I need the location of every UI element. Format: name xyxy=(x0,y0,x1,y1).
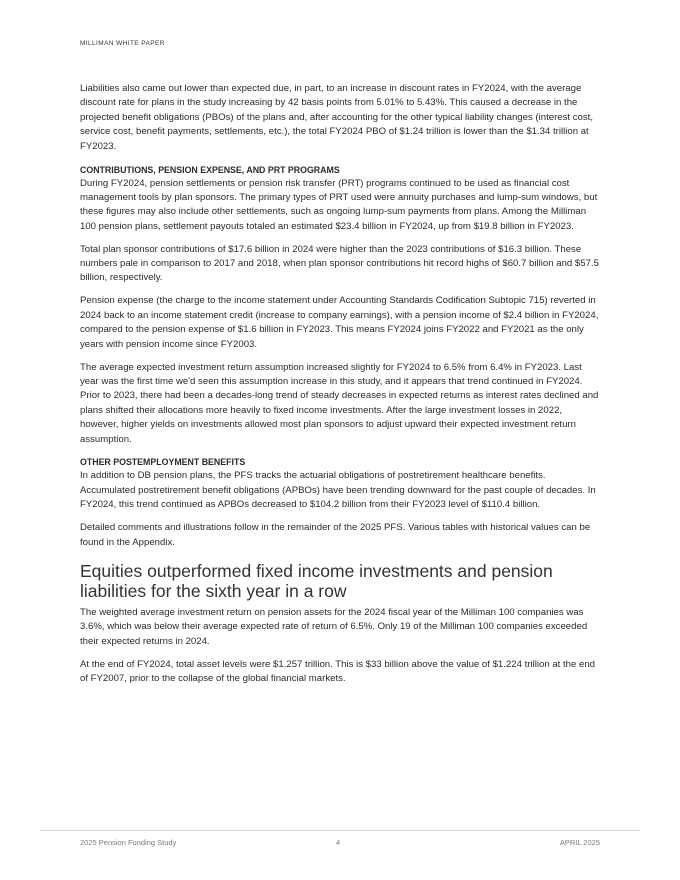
paragraph-prt-programs: During FY2024, pension settlements or pension risk transfer (PRT) programs continued to be used as financial cost management tools by plan sponsors. The primary types of PRT used were annuity purchases and lump-sum windows, but these figures may also include other settlements, such as ongoing lump-sum payments from plans. Among the Milliman 100 pension plans, settlement payouts totaled an estimated $23.4 billion in FY2024, up from $19.8 billion in FY2023. xyxy=(80,177,598,232)
heading-contributions: CONTRIBUTIONS, PENSION EXPENSE, AND PRT PROGRAMS xyxy=(80,164,340,175)
section-title: Equities outperformed fixed income investments and pension liabilities for the sixth year in a row xyxy=(80,560,553,602)
footer-date: APRIL 2025 xyxy=(559,838,600,847)
footer-divider xyxy=(40,830,640,831)
paragraph-detailed-comments: Detailed comments and illustrations follow in the remainder of the 2025 PFS. Various tables with historical values can be found in the Appendix. xyxy=(80,522,591,548)
paragraph-expected-return: The average expected investment return assumption increased slightly for FY2024 to 6.5% from 6.4% in FY2023. Last year was the first time we'd seen this assumption increase in this study, and it appears that trend continued in FY2024. Prior to 2023, there had been a decades-long trend of steady decreases in expected returns as interest rates declined and plans shifted their allocations more heavily to fixed income investments. After the large investment losses in 2022, however, higher yields on investments allowed most plan sponsors to adjust upward their expected investment return assumption. xyxy=(80,361,599,445)
heading-opeb: OTHER POSTEMPLOYMENT BENEFITS xyxy=(80,457,246,468)
page-number: 4 xyxy=(336,838,341,847)
paragraph-investment-return: The weighted average investment return on pension assets for the 2024 fiscal year of the Milliman 100 companies was 3.6%, which was below their average expected rate of return of 6.5%. Only 19 of the Milliman 100 companies exceeded their expected returns in 2024. xyxy=(80,606,588,647)
paragraph-contributions: Total plan sponsor contributions of $17.6 billion in 2024 were higher than the 2023 contributions of $16.3 billion. These numbers pale in comparison to 2017 and 2018, when plan sponsor contributions hit record highs of $60.7 billion and $57.5 billion, respectively. xyxy=(80,243,599,284)
footer-study-title: 2025 Pension Funding Study xyxy=(80,838,177,847)
paragraph-liabilities: Liabilities also came out lower than expected due, in part, to an increase in discount rates in FY2024, with the average discount rate for plans in the study increasing by 42 basis points from 5.01% to 5.43%. This caused a decrease in the projected benefit obligations (PBOs) of the plans and, after accounting for the other typical liability changes (interest cost, service cost, benefit payments, settlements, etc.), the total FY2024 PBO of $1.24 trillion is lower than the $1.34 trillion at FY2023. xyxy=(80,83,594,152)
running-head: MILLIMAN WHITE PAPER xyxy=(80,40,165,47)
paragraph-opeb: In addition to DB pension plans, the PFS tracks the actuarial obligations of postretirement healthcare benefits. Accumulated postretirement benefit obligations (APBOs) have been trending downward for the past couple of decades. In FY2024, this trend continued as APBOs decreased to $104.2 billion from their FY2023 level of $110.4 billion. xyxy=(80,470,596,511)
paragraph-asset-levels: At the end of FY2024, total asset levels were $1.257 trillion. This is $33 billion above the value of $1.224 trillion at the end of FY2007, prior to the collapse of the global financial markets. xyxy=(80,658,596,685)
document-body xyxy=(80,82,600,695)
paragraph-pension-expense: Pension expense (the charge to the income statement under Accounting Standards Codification Subtopic 715) reverted in 2024 back to an income statement credit (increase to company earnings), with a pension income of $2.4 billion in FY2024, compared to the pension expense of $1.6 billion in FY2023. This means FY2024 joins FY2022 and FY2021 as the only years with pension income since FY2003. xyxy=(80,295,599,350)
